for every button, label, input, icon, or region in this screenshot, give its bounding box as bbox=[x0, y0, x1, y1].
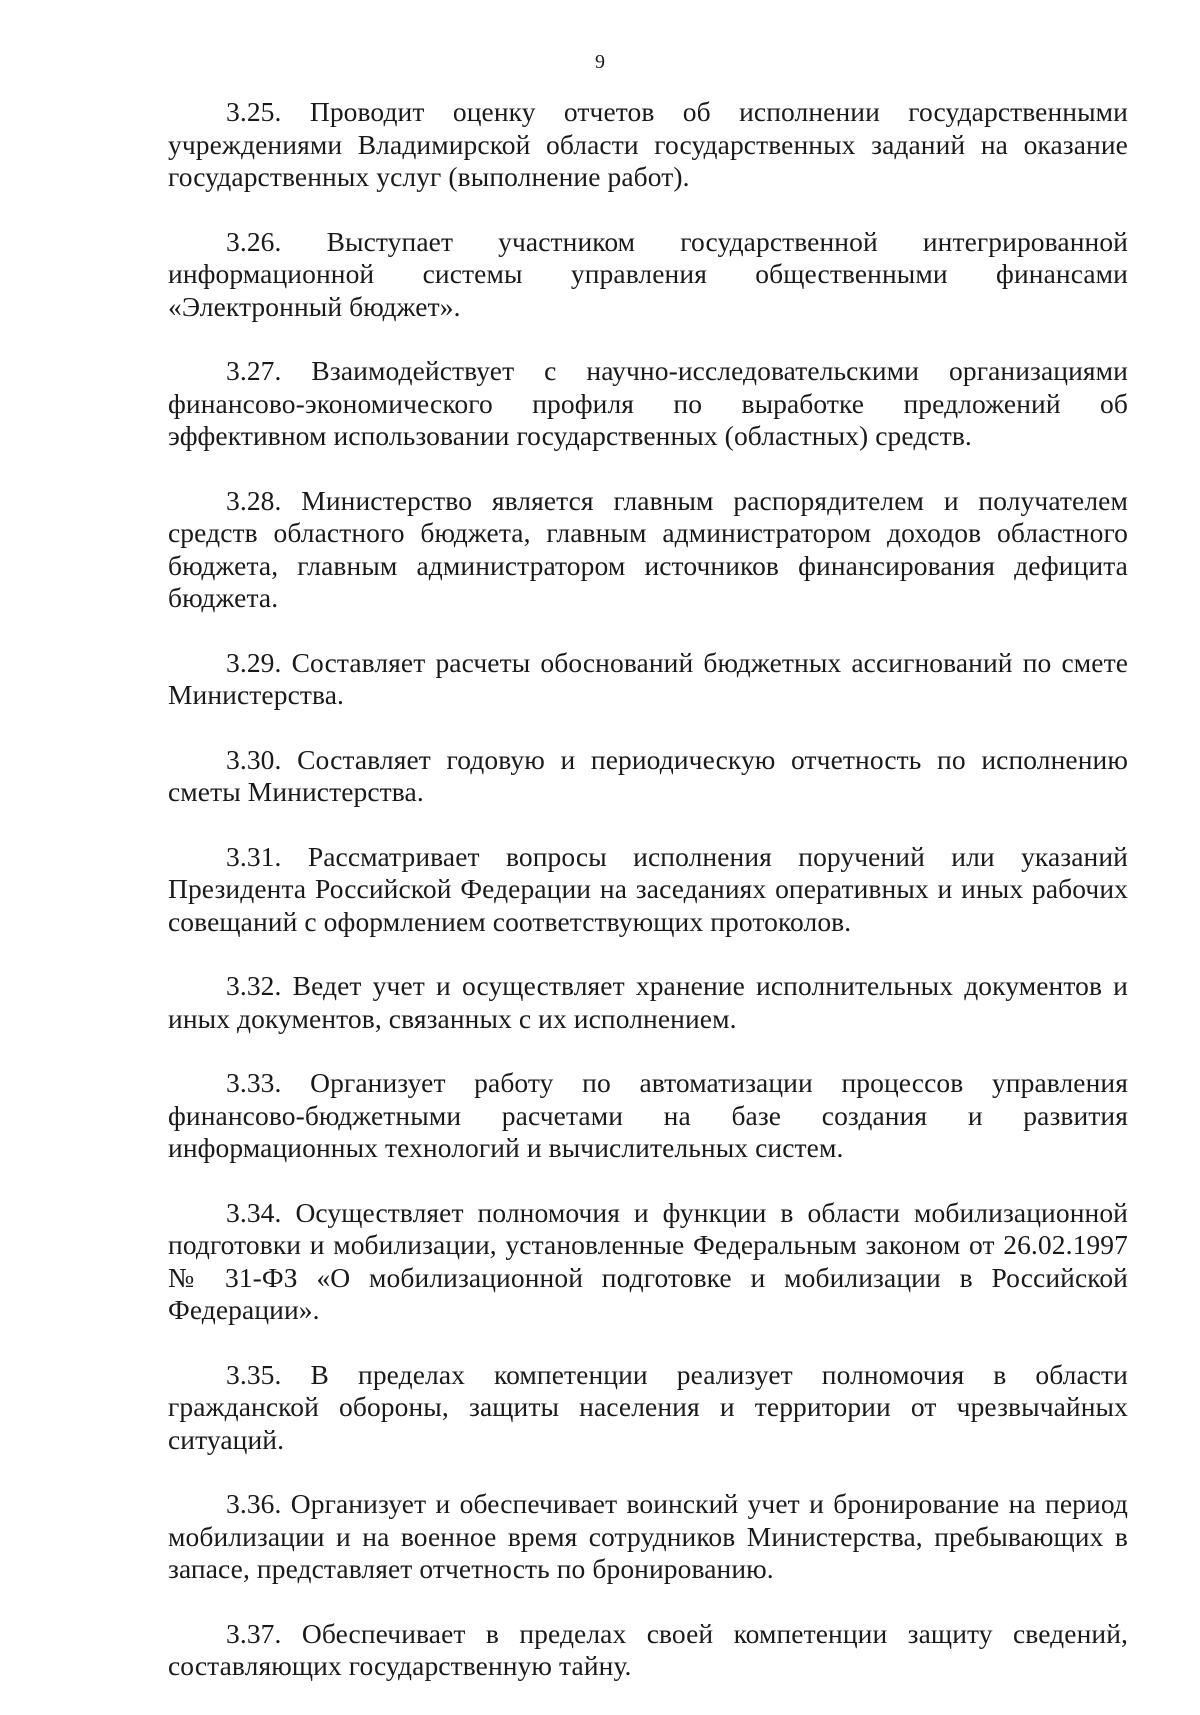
paragraph-3-27: 3.27. Взаимодействует с научно-исследовательскими организациями финансово-экономического профиля по выработке предложений об эффективном использовании государственных (областных) средств. bbox=[168, 355, 1128, 451]
paragraph-3-36: 3.36. Организует и обеспечивает воинский учет и бронирование на период мобилизации и на военное время сотрудников Министерства, пребывающих в запасе, представляет отчетность по бронированию. bbox=[168, 1488, 1128, 1584]
paragraph-3-31: 3.31. Рассматривает вопросы исполнения поручений или указаний Президента Российской Федерации на заседаниях оперативных и иных рабочих совещаний с оформлением соответствующих протоколов. bbox=[168, 840, 1128, 937]
paragraph-3-25: 3.25. Проводит оценку отчетов об исполнении государственными учреждениями Владимирской области государственных заданий на оказание государственных услуг (выполнение работ). bbox=[168, 96, 1128, 192]
paragraph-3-29: 3.29. Составляет расчеты обоснований бюджетных ассигнований по смете Министерства. bbox=[168, 646, 1128, 710]
paragraph-3-35: 3.35. В пределах компетенции реализует полномочия в области гражданской обороны, защиты населения и территории от чрезвычайных ситуаций. bbox=[168, 1358, 1128, 1455]
paragraph-3-28: 3.28. Министерство является главным распорядителем и получателем средств областного бюджета, главным администратором доходов областного бюджета, главным администратором источников финансирования дефицита бюджета. bbox=[168, 484, 1128, 613]
paragraph-3-33: 3.33. Организует работу по автоматизации процессов управления финансово-бюджетными расчетами на базе создания и развития информационных технологий и вычислительных систем. bbox=[168, 1067, 1128, 1163]
paragraph-3-26: 3.26. Выступает участником государственной интегрированной информационной системы управления общественными финансами «Электронный бюджет». bbox=[168, 225, 1128, 322]
paragraph-3-34: 3.34. Осуществляет полномочия и функции в области мобилизационной подготовки и мобилизации, установленные Федеральным законом от 26.02.1997 № 31-ФЗ «О мобилизационной подготовке и мобилизации в Российской Федерации». bbox=[168, 1196, 1128, 1325]
paragraph-3-32: 3.32. Ведет учет и осуществляет хранение исполнительных документов и иных документов, связанных с их исполнением. bbox=[168, 970, 1128, 1034]
paragraph-3-30: 3.30. Составляет годовую и периодическую отчетность по исполнению сметы Министерства. bbox=[168, 743, 1128, 807]
document-body bbox=[168, 96, 1128, 1715]
page-number: 9 bbox=[595, 51, 605, 73]
paragraph-3-37: 3.37. Обеспечивает в пределах своей компетенции защиту сведений, составляющих государственную тайну. bbox=[168, 1617, 1128, 1681]
